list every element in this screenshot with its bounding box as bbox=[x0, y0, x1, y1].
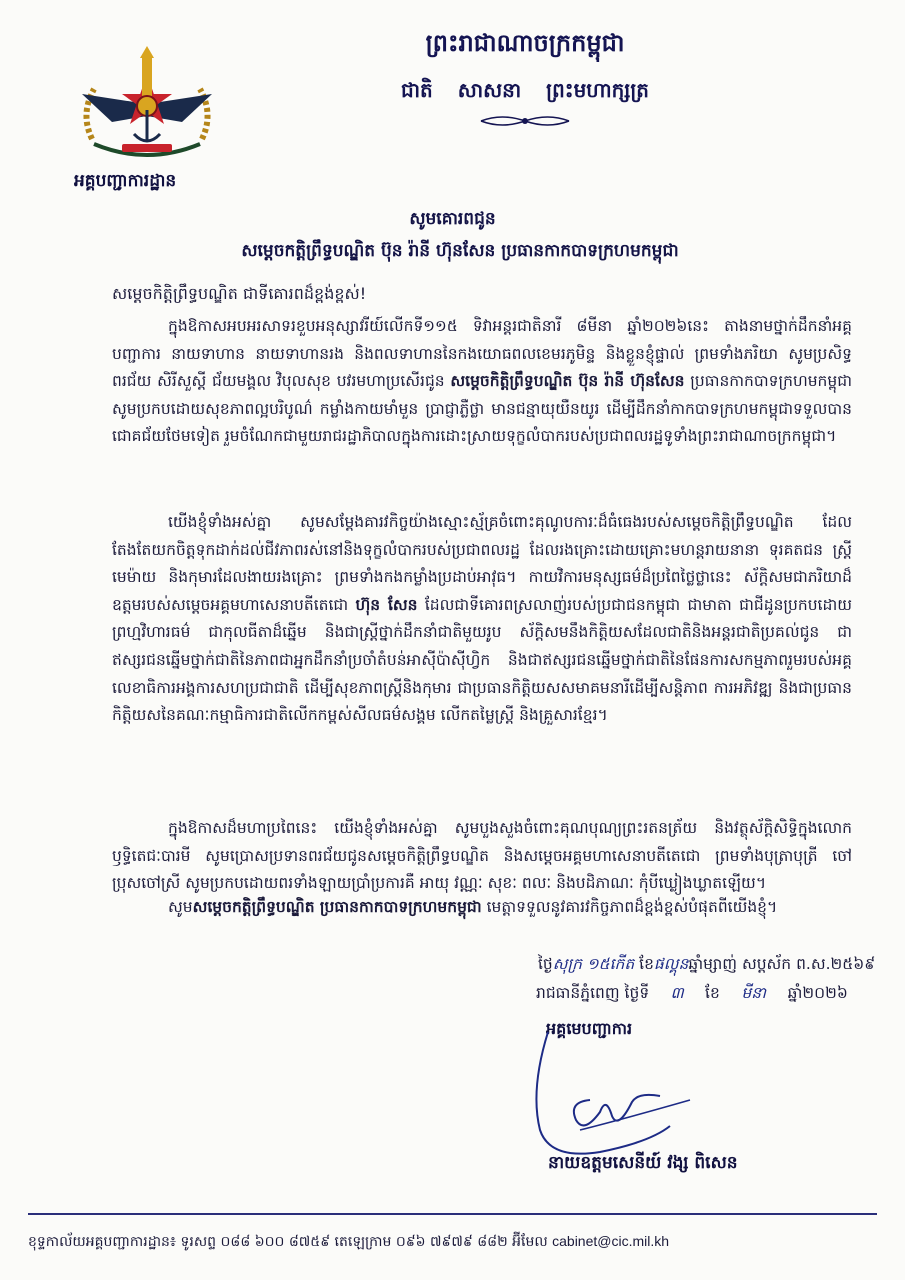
paragraph-1 bbox=[112, 313, 852, 451]
paragraph-text: ដែលជាទីគោរពស្រលាញ់របស់ប្រជាជនកម្ពុជា ជាមាតា ជាជីដូនប្រកបដោយព្រហ្មវិហារធម៌ ជាកុលធីតាដ៏ឆ្នើម និងជាស្ត្រីថ្នាក់ដឹកនាំជាតិមួយរូប ស័ក្តិសមនឹងកិត្តិយសដែលជាតិនិងអន្តរជាតិប្រគល់ជូន ជាឥស្សរជនឆ្នើមថ្នាក់ជាតិនៃភាពជាអ្នកដឹកនាំប្រចាំតំបន់អាស៊ីប៉ាស៊ីហ្វិក និងជាឥស្សរជនឆ្នើមថ្នាក់ជាតិនៃផែនការសកម្មភាពរួមរបស់អគ្គលេខាធិការអង្គការសហប្រជាជាតិ ដើម្បីសុខភាពស្ត្រីនិងកុមារ ជាប្រធានកិត្តិយសសមាគមនារីដើម្បីសន្តិភាព ការអភិវឌ្ឍ និងជាប្រធានកិត្តិយសនៃគណៈកម្មាធិការជាតិលើកកម្ពស់សីលធម៌សង្គម លើកតម្លៃស្ត្រី និងគ្រួសារខ្មែរ។ bbox=[112, 595, 852, 725]
paragraph-4 bbox=[112, 894, 852, 922]
paragraph-text: យើងខ្ញុំទាំងអស់គ្នា សូមសម្តែងគារវកិច្ចយ៉ាងស្មោះស្ម័គ្រចំពោះគុណូបការៈដ៏ធំធេងរបស់សម្តេចកិត្តិព្រឹទ្ធបណ្ឌិត ដែលតែងតែយកចិត្តទុកដាក់ដល់ជីវភាពរស់នៅនិងទុក្ខលំបាករបស់ប្រជាពលរដ្ឋ ដែលរងគ្រោះដោយគ្រោះមហន្តរាយនានា ទុរគតជន ស្ត្រីមេម៉ាយ និងកុមារដែលងាយរងគ្រោះ ព្រមទាំងកងកម្លាំងប្រដាប់អាវុធ។ កាយវិការមនុស្សធម៌ដ៏ប្រពៃថ្លៃថ្លានេះ ស័ក្តិសមជាភរិយាដ៏ឧត្តមរបស់សម្តេចអគ្គមហាសេនាបតីតេជោ bbox=[112, 513, 852, 614]
signatory-name: នាយឧត្តមសេនីយ៍ វង្ស ពិសេន bbox=[548, 1153, 738, 1173]
solar-year: ឆ្នាំ២០២៦ bbox=[787, 984, 848, 1002]
signatory-title: អគ្គមេបញ្ជាការ bbox=[546, 1019, 633, 1038]
handwritten-signature-icon bbox=[520, 1030, 720, 1170]
solar-date bbox=[536, 983, 848, 1006]
footer-email: cabinet@cic.mil.kh bbox=[552, 1233, 670, 1249]
paragraph-text: សូម bbox=[168, 898, 193, 916]
lunar-date bbox=[538, 954, 875, 977]
greeting-line: សម្តេចកិត្តិព្រឹទ្ធបណ្ឌិត ជាទីគោរពដ៏ខ្ពង់ខ្ពស់! bbox=[112, 284, 367, 303]
footer-contact bbox=[28, 1232, 877, 1253]
solar-prefix: រាជធានីភ្នំពេញ ថ្ងៃទី bbox=[536, 984, 650, 1002]
solar-day-handwritten: ៣ bbox=[670, 984, 684, 1002]
solar-month-handwritten: មីនា bbox=[741, 984, 767, 1002]
paragraph-3: ក្នុងឱកាសដ៏មហាប្រពៃនេះ យើងខ្ញុំទាំងអស់គ្នា សូមបួងសួងចំពោះគុណបុណ្យព្រះរតនត្រ័យ និងវត្ថុស័ក្តិសិទ្ធិក្នុងលោក ឫទ្ធិតេជៈបារមី សូមប្រោសប្រទានពរជ័យជូនសម្តេចកិត្តិព្រឹទ្ធបណ្ឌិត និងសម្តេចអគ្គមហាសេនាបតីតេជោ ព្រមទាំងបុត្រាបុត្រី ចៅប្រុសចៅស្រី សូមប្រកបដោយពរទាំងឡាយប្រាំប្រការគឺ អាយុ វណ្ណៈ សុខៈ ពលៈ និងបដិភាណៈ កុំបីឃ្លៀងឃ្លាតឡើយ។ bbox=[112, 819, 852, 893]
honoree-title: សម្តេចកត្តិព្រឹទ្ធបណ្ឌិត ប្រធានកាកបាទក្រហមកម្ពុជា bbox=[192, 898, 482, 916]
lunar-day-handwritten: សុក្រ ១៥កើត bbox=[552, 955, 635, 973]
spouse-name: ហ៊ុន សែន bbox=[355, 595, 418, 614]
honoree-name: សម្តេចកិត្តិព្រឹទ្ធបណ្ឌិត ប៊ុន រ៉ានី ហ៊ុនសែន bbox=[450, 372, 685, 391]
lunar-month-label: ខែ bbox=[639, 955, 654, 973]
footer-contact-text: ខុទ្ទកាល័យអគ្គបញ្ជាការដ្ឋាន៖ ទូរសព្ទ ០៨៨ ៦០០ ៨៧៥៩ តេឡេក្រាម ០៩៦ ៧៩៧៩ ៨៨២ អ៊ីមែល bbox=[28, 1234, 548, 1250]
lunar-month-handwritten: ផល្គុន bbox=[653, 955, 689, 973]
paragraph-text: មេត្តាទទួលនូវគារវកិច្ចភាពដ៏ខ្ពង់ខ្ពស់បំផុតពីយើងខ្ញុំ។ bbox=[486, 898, 778, 916]
military-emblem-icon bbox=[72, 44, 222, 169]
paragraph-text: ប្រធានកាកបាទក្រហមកម្ពុជា សូមប្រកបដោយសុខភាពល្អបរិបូណ៌ កម្លាំងកាយមាំមួន ប្រាជ្ញាភ្លឺថ្លា មានជន្មាយុយឺនយូរ ដើម្បីដឹកនាំកាកបាទក្រហមកម្ពុជាទទួលបានជោគជ័យថែមទៀត រួមចំណែកជាមួយរាជរដ្ឋាភិបាលក្នុងការដោះស្រាយទុក្ខលំបាករបស់ប្រជាពលរដ្ឋទូទាំងព្រះរាជាណាចក្រកម្ពុជា។ bbox=[112, 372, 852, 446]
issuer-name: អគ្គបញ្ជាការដ្ឋាន bbox=[74, 171, 177, 191]
footer-divider bbox=[28, 1213, 877, 1215]
national-motto bbox=[375, 28, 675, 133]
motto-kingdom: ព្រះរាជាណាចក្រកម្ពុជា bbox=[425, 29, 625, 57]
ornament-divider-icon bbox=[479, 113, 571, 129]
paragraph-2 bbox=[112, 509, 852, 730]
addressee-heading: សម្តេចកត្តិព្រឹទ្ធបណ្ឌិត ប៊ុន រ៉ានី ហ៊ុនសែន ប្រធានកាកបាទក្រហមកម្ពុជា bbox=[241, 241, 679, 261]
salutation-heading: សូមគោរពជូន bbox=[409, 209, 496, 229]
motto-nation-religion-king: ជាតិ សាសនា ព្រះមហាក្សត្រ bbox=[401, 78, 649, 102]
solar-month-label: ខែ bbox=[705, 984, 720, 1002]
lunar-prefix: ថ្ងៃ bbox=[538, 955, 553, 973]
paragraph-text: ក្នុងឱកាសអបអរសាទរខួបអនុស្សាវរីយ៍លើកទី១១៥ ទិវាអន្តរជាតិនារី ៨មីនា ឆ្នាំ២០២៦នេះ តាងនាមថ្នាក់ដឹកនាំអគ្គបញ្ជាការ នាយទាហាន នាយទាហានរង និងពលទាហាននៃកងយោធពលខេមរភូមិន្ទ និងខ្លួនខ្ញុំផ្ទាល់ ព្រមទាំងភរិយា សូមប្រសិទ្ធពរជ័យ សិរីសួស្តី ជ័យមង្គល វិបុលសុខ បវរមហាប្រសើរជូន bbox=[112, 317, 852, 391]
lunar-year: ឆ្នាំម្សាញ់ សប្តស័ក ព.ស.២៥៦៩ bbox=[688, 955, 876, 973]
